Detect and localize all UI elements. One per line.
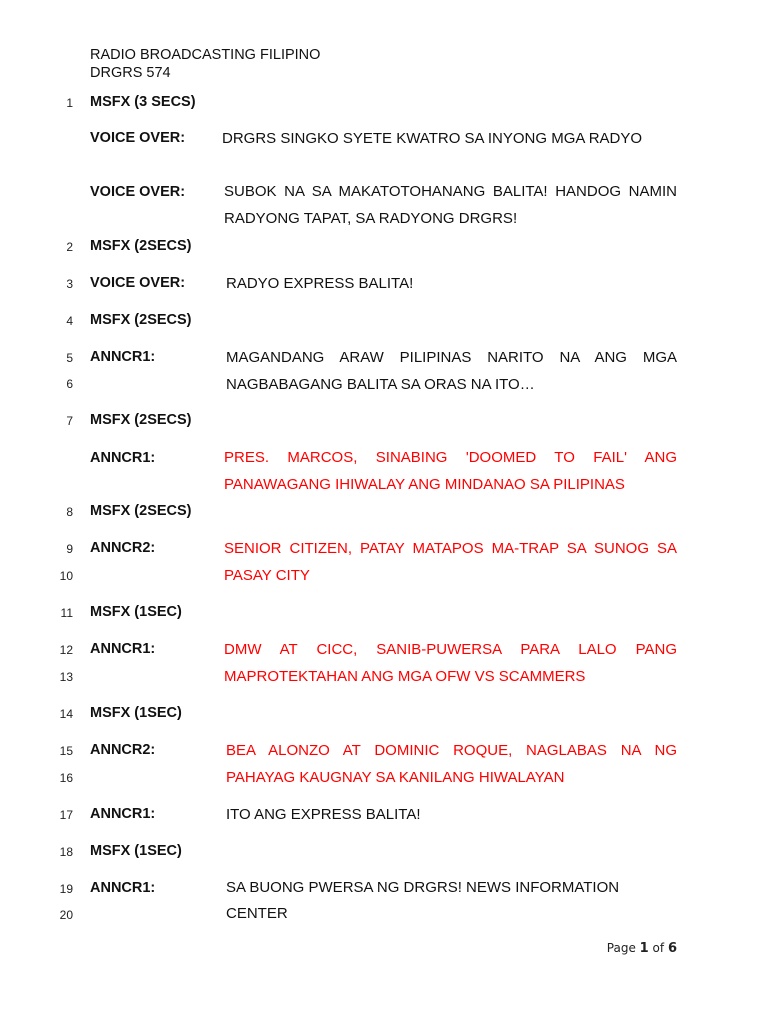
cue-text: DRGRS SINGKO SYETE KWATRO SA INYONG MGA RADYO: [222, 130, 643, 147]
cue-label: MSFX (1SEC): [90, 843, 182, 859]
cue-text: MAGANDANG ARAW PILIPINAS NARITO NA ANG MGA NAGBABAGANG BALITA SA ORAS NA ITO…: [226, 349, 677, 393]
cue-label: MSFX (3 SECS): [90, 94, 196, 110]
page-number: [607, 941, 677, 956]
page-word: Page: [606, 941, 636, 955]
line-number: 1: [66, 96, 73, 110]
document-code: DRGRS 574: [90, 65, 171, 81]
cue-label: MSFX (2SECS): [90, 312, 192, 328]
cue-label: MSFX (2SECS): [90, 503, 192, 519]
line-number: 11: [60, 606, 73, 620]
cue-label: MSFX (2SECS): [90, 238, 192, 254]
line-number: 8: [66, 505, 73, 519]
cue-label: MSFX (2SECS): [90, 412, 192, 428]
cue-label: ANNCR1:: [90, 880, 156, 896]
line-number: 4: [66, 314, 73, 328]
line-number: 3: [66, 277, 73, 291]
document-title: RADIO BROADCASTING FILIPINO: [90, 47, 321, 63]
cue-label: MSFX (1SEC): [90, 705, 182, 721]
cue-label: ANNCR2:: [90, 540, 156, 556]
line-number: 10: [59, 569, 73, 583]
line-number: 13: [59, 670, 73, 684]
line-number: 9: [66, 542, 73, 556]
cue-text: SA BUONG PWERSA NG DRGRS! NEWS INFORMATION CENTER: [226, 879, 620, 922]
cue-label: ANNCR1:: [90, 641, 156, 657]
page-total: 6: [667, 941, 677, 956]
headline-text: PRES. MARCOS, SINABING 'DOOMED TO FAIL' ANG PANAWAGANG IHIWALAY ANG MINDANAO SA PILIPINAS: [224, 449, 677, 493]
cue-label: VOICE OVER:: [90, 184, 186, 200]
line-number: 12: [59, 643, 73, 657]
cue-label: ANNCR1:: [90, 806, 156, 822]
cue-text: RADYO EXPRESS BALITA!: [226, 275, 414, 292]
cue-label: ANNCR1:: [90, 349, 156, 365]
line-number: 19: [59, 882, 73, 896]
line-number: 18: [59, 845, 73, 859]
cue-label: VOICE OVER:: [90, 130, 186, 146]
headline-text: DMW AT CICC, SANIB-PUWERSA PARA LALO PANG MAPROTEKTAHAN ANG MGA OFW VS SCAMMERS: [224, 641, 677, 685]
line-number: 6: [66, 377, 73, 391]
line-number: 2: [66, 240, 73, 254]
of-word: of: [652, 941, 665, 955]
cue-text: ITO ANG EXPRESS BALITA!: [226, 806, 421, 823]
page-current: 1: [639, 941, 649, 956]
line-number: 14: [59, 707, 73, 721]
cue-text: SUBOK NA SA MAKATOTOHANANG BALITA! HANDOG NAMIN RADYONG TAPAT, SA RADYONG DRGRS!: [224, 183, 677, 227]
cue-label: VOICE OVER:: [90, 275, 186, 291]
line-number: 17: [59, 808, 73, 822]
line-number: 16: [59, 771, 73, 785]
cue-label: ANNCR2:: [90, 742, 156, 758]
line-number: 20: [59, 908, 73, 922]
headline-text: BEA ALONZO AT DOMINIC ROQUE, NAGLABAS NA NG PAHAYAG KAUGNAY SA KANILANG HIWALAYAN: [226, 742, 677, 786]
line-number: 7: [66, 414, 73, 428]
line-number: 15: [59, 744, 73, 758]
line-number: 5: [66, 351, 73, 365]
cue-label: ANNCR1:: [90, 450, 156, 466]
cue-label: MSFX (1SEC): [90, 604, 182, 620]
headline-text: SENIOR CITIZEN, PATAY MATAPOS MA-TRAP SA SUNOG SA PASAY CITY: [224, 540, 677, 584]
